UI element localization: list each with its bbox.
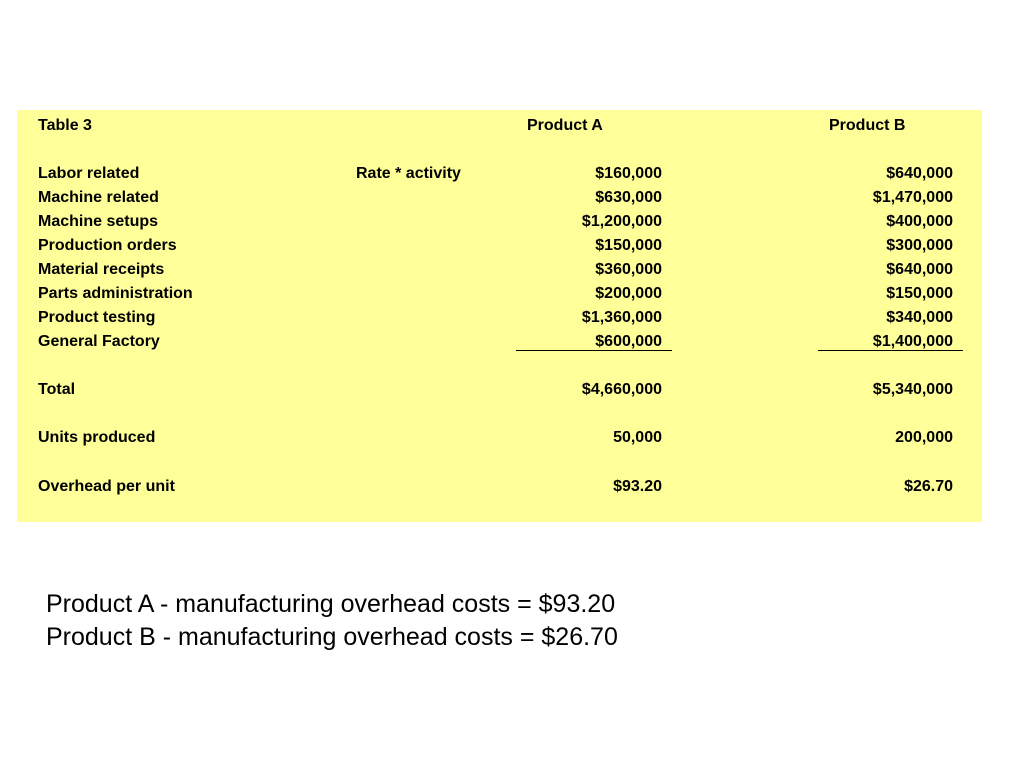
product-a-total: $4,660,000 <box>581 381 662 398</box>
row-label: Labor related <box>38 165 140 182</box>
product-b-overhead-per-unit: $26.70 <box>904 478 953 495</box>
row-label: Machine related <box>38 189 159 206</box>
product-a-value: $150,000 <box>595 237 662 254</box>
total-label: Total <box>38 381 76 398</box>
product-b-value: $640,000 <box>886 165 953 182</box>
product-a-value: $1,360,000 <box>581 309 662 326</box>
product-a-value: $1,200,000 <box>581 213 662 230</box>
product-a-value: $200,000 <box>595 285 662 302</box>
summary-text <box>46 588 618 654</box>
units-produced-label: Units produced <box>38 429 156 446</box>
product-a-subtotal-rule <box>516 350 672 351</box>
row-label: Production orders <box>38 237 177 254</box>
row-label: Product testing <box>38 309 156 326</box>
summary-line-product-b: Product B - manufacturing overhead costs = $26.70 <box>46 623 618 651</box>
product-a-value: $600,000 <box>595 333 662 350</box>
product-b-value: $400,000 <box>886 213 953 230</box>
table-title: Table 3 <box>38 117 92 134</box>
product-b-total: $5,340,000 <box>872 381 953 398</box>
overhead-table <box>17 110 982 522</box>
product-b-header: Product B <box>829 117 906 134</box>
product-a-units: 50,000 <box>613 429 662 446</box>
product-b-value: $150,000 <box>886 285 953 302</box>
row-label: Material receipts <box>38 261 165 278</box>
product-b-value: $340,000 <box>886 309 953 326</box>
product-b-units: 200,000 <box>895 429 953 446</box>
summary-line-product-a: Product A - manufacturing overhead costs = $93.20 <box>46 590 616 618</box>
product-b-value: $1,400,000 <box>872 333 953 350</box>
rate-activity-label: Rate * activity <box>356 165 461 182</box>
product-a-header: Product A <box>527 117 603 134</box>
product-a-value: $160,000 <box>595 165 662 182</box>
product-a-overhead-per-unit: $93.20 <box>613 478 662 495</box>
product-a-value: $360,000 <box>595 261 662 278</box>
product-b-value: $300,000 <box>886 237 953 254</box>
product-a-value: $630,000 <box>595 189 662 206</box>
row-label: Parts administration <box>38 285 193 302</box>
row-label: Machine setups <box>38 213 159 230</box>
row-label: General Factory <box>38 333 160 350</box>
product-b-subtotal-rule <box>818 350 963 351</box>
overhead-per-unit-label: Overhead per unit <box>38 478 175 495</box>
product-b-value: $1,470,000 <box>872 189 953 206</box>
product-b-value: $640,000 <box>886 261 953 278</box>
